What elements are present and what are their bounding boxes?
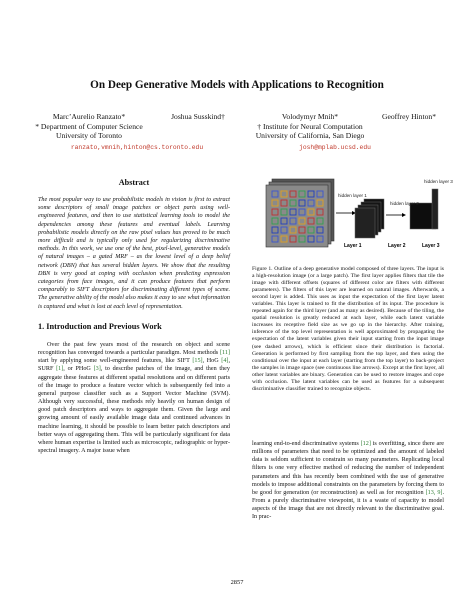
- text-run: , HoG: [202, 358, 222, 365]
- text-run: learning end-to-end discriminative systems: [252, 441, 361, 447]
- citation-link[interactable]: [1]: [56, 366, 64, 373]
- hidden-layer-1-label: hidden layer 1: [338, 193, 367, 198]
- email-toronto[interactable]: ranzato,vmnih,hinton@cs.toronto.edu: [70, 144, 204, 151]
- page-number: 2857: [230, 579, 244, 586]
- section-heading: 1. Introduction and Previous Work: [38, 322, 162, 331]
- author-name: Volodymyr Mnih*: [281, 112, 339, 121]
- hidden-layer-3-label: hidden layer 3: [424, 179, 453, 184]
- intro-paragraph-left: [38, 341, 230, 455]
- layer3-feature-map: [410, 189, 438, 229]
- affiliation-line: University of California, San Diego: [255, 131, 365, 141]
- citation-link[interactable]: [11]: [219, 350, 230, 357]
- author-ranzato-block: [30, 112, 148, 141]
- abstract-heading: Abstract: [118, 178, 150, 187]
- text-run: , SURF: [38, 358, 231, 373]
- figure-1-diagram: [268, 169, 453, 261]
- arrow-layer1-to-layer2: [336, 211, 356, 215]
- text-run: Over the past few years most of the research on object and scene recognition has converged towards a particular paradigm. Most methods: [38, 342, 230, 357]
- affiliation-line: * Department of Computer Science: [35, 121, 143, 131]
- abstract-text: The most popular way to use probabilistic models in vision is first to extract some descriptors of small image patches or object parts using well-engineered features, and then to use statistical learning tools to model the dependencies among these features and eventual labels. Learning probabilistic models directly on the raw pixel values has proved to be much more difficult and is typically only used for regularizing discriminative methods. In this work, we use one of the best, pixel-level, generative models of natural images – a gated MRF – as the lowest level of a deep belief network (DBN) that has several hidden layers. We show that the resulting DBN is very good at coping with occlusion when predicting expression categories from face images, and it can produce features that perform comparably to SIFT descriptors for discriminating different types of scene. The generative ability of the model also makes it easy to see what information is captured and what is lost at each level of representation.: [38, 197, 230, 310]
- layer-3-label: Layer 3: [422, 243, 440, 249]
- citation-link[interactable]: [15]: [192, 358, 203, 365]
- text-run: , to describe patches of the image, and then they aggregate these features at different spatial resolutions and on different parts of the image to produce a feature vector which is subsequently fed into a general purpose classifier such as a Support Vector Machine (SVM). Although very successful, these methods rely heavily on human design of good patch descriptors and ways to aggregate them. Given the large and growing amount of easily available image data and continued advances in machine learning, it should be possible to learn better patch descriptors and better ways of aggregating them. This will be particularly significant for data where human expertise is limited such as microscopic, radiographic or hyper-spectral imagery. A major issue when: [38, 366, 230, 455]
- author-hinton-block: [368, 112, 450, 122]
- text-run: is overfitting, since there are millions of parameters that need to be optimized and the amount of labeled data is seldom sufficient to constrain so many parameters. Replicating local filters is one very effective method of reducing the number of independent parameters and this has recently been combined with the use of generative models to impose additional constraints on the parameters by forcing them to be good for generation (or reconstruction) as well as for recognition: [252, 441, 444, 496]
- author-susskind-block: [152, 112, 244, 122]
- intro-paragraph-right: [252, 440, 444, 522]
- paper-title: On Deep Generative Models with Applications to Recognition: [90, 79, 384, 91]
- citation-link[interactable]: [13, 9]: [425, 489, 443, 496]
- figure-1-caption: Figure 1. Outline of a deep generative model composed of three layers. The input is a high-resolution image (or a large patch). The first layer applies filters that tile the image with different offsets (squares of different color are filters with different parameters). The filters of this layer are learned on natural images. Afterwards, a second layer is added. This uses as input the expectation of the first layer latent variables. This layer is trained to fit the distribution of its input. The procedure is repeated again for the third layer (and as many as desired). Because of the tiling, the spatial resolution is greatly reduced at each layer, while each latent variable increases its receptive field size as we go up in the hierarchy. After training, inference of the top level representation is well approximated by propagating the expectation of the latent variables given their input starting from the input image (see dashed arrows), which is efficient since their distribution is factorial. Generation is performed by first sampling from the top layer, and then using the conditional over the input at each layer (starting from the top layer) to back-project the samples in image space (see continuous line arrows). Except at the first layer, all other latent variables are binary. Generation can be used to restore images and cope with occlusion. The latent variables can be used as features for a subsequent discriminative classifier trained to recognize objects.: [252, 266, 444, 392]
- email-ucsd-wrap: [260, 144, 410, 151]
- layer-2-label: Layer 2: [388, 243, 406, 249]
- citation-link[interactable]: [4]: [221, 358, 229, 365]
- affiliation-line: † Institute for Neural Computation: [257, 121, 363, 131]
- arrow-layer2-to-layer3: [386, 213, 406, 217]
- author-mnih-block: [246, 112, 374, 141]
- author-name: Joshua Susskind†: [171, 112, 225, 121]
- text-run: , or PHoG: [63, 366, 94, 373]
- text-run: . From a purely discriminative viewpoint, it is a waste of capacity to model aspects of the image that are not directly relevant to the discriminative goal. In prac-: [252, 489, 444, 521]
- text-run: start by applying some well-engineered features, like SIFT: [38, 358, 193, 365]
- author-name: Marc’Aurelio Ranzato*: [52, 112, 126, 121]
- affiliation-line: University of Toronto: [56, 131, 122, 141]
- citation-link[interactable]: [3]: [93, 366, 101, 373]
- author-name: Geoffrey Hinton*: [381, 112, 437, 121]
- layer2-feature-maps: [355, 199, 384, 238]
- email-toronto-wrap: [30, 144, 244, 151]
- input-image-stack: [266, 179, 334, 247]
- citation-link[interactable]: [12]: [360, 441, 371, 447]
- email-ucsd[interactable]: josh@mplab.ucsd.edu: [299, 144, 371, 151]
- layer-1-label: Layer 1: [344, 243, 362, 249]
- hidden-layer-2-label: hidden layer 2: [390, 201, 419, 206]
